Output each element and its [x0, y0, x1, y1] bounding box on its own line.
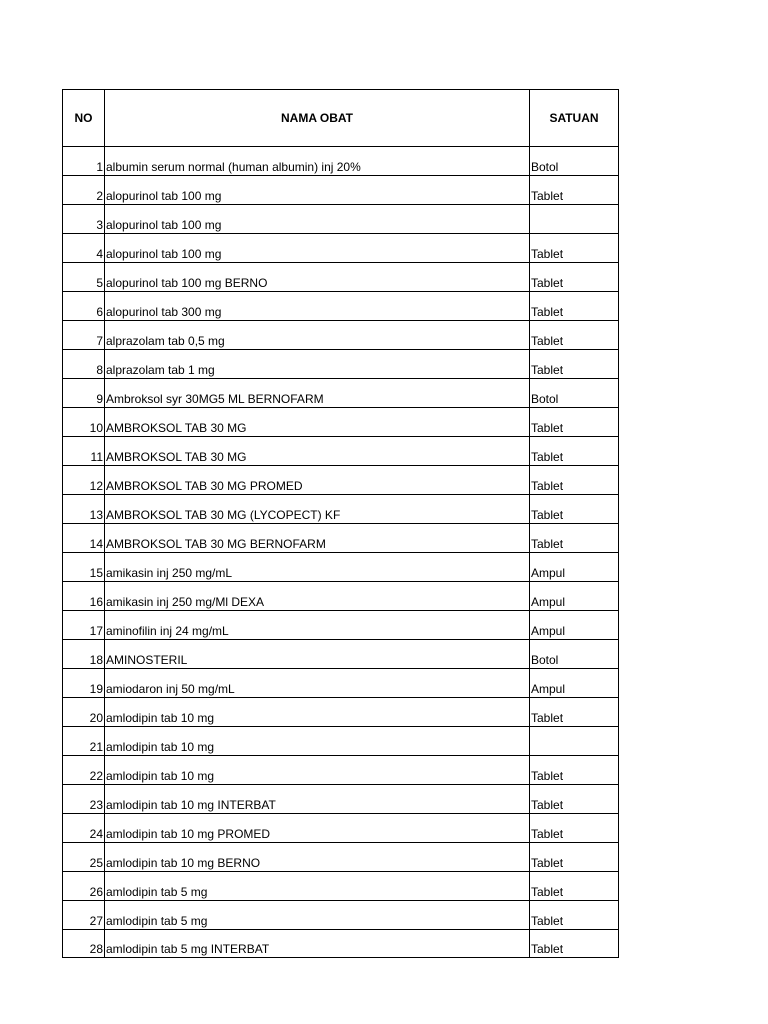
unit-cell: Ampul [530, 582, 619, 611]
table-row [63, 785, 619, 814]
table-row [63, 698, 619, 727]
medicine-name-cell: amlodipin tab 10 mg PROMED [105, 814, 530, 843]
medicine-name-cell: aminofilin inj 24 mg/mL [105, 611, 530, 640]
unit-cell: Tablet [530, 292, 619, 321]
unit-cell: Tablet [530, 437, 619, 466]
row-number-cell: 24 [63, 814, 105, 843]
table-header [63, 90, 619, 147]
medicine-name-cell: alopurinol tab 300 mg [105, 292, 530, 321]
unit-cell: Ampul [530, 611, 619, 640]
unit-cell: Tablet [530, 814, 619, 843]
table-row [63, 843, 619, 872]
row-number-cell: 23 [63, 785, 105, 814]
unit-cell: Tablet [530, 176, 619, 205]
row-number-cell: 25 [63, 843, 105, 872]
table-body [63, 147, 619, 958]
row-number-cell: 6 [63, 292, 105, 321]
unit-cell: Tablet [530, 930, 619, 958]
row-number-cell: 15 [63, 553, 105, 582]
unit-cell: Tablet [530, 698, 619, 727]
table-row [63, 176, 619, 205]
medicine-name-cell: amiodaron inj 50 mg/mL [105, 669, 530, 698]
medicine-name-cell: AMBROKSOL TAB 30 MG BERNOFARM [105, 524, 530, 553]
row-number-cell: 22 [63, 756, 105, 785]
unit-cell: Botol [530, 147, 619, 176]
table-row [63, 147, 619, 176]
unit-cell: Tablet [530, 785, 619, 814]
unit-cell: Tablet [530, 495, 619, 524]
medicine-name-cell: amlodipin tab 5 mg [105, 901, 530, 930]
row-number-cell: 7 [63, 321, 105, 350]
row-number-cell: 18 [63, 640, 105, 669]
column-header-unit: SATUAN [530, 90, 619, 147]
column-header-name: NAMA OBAT [105, 90, 530, 147]
table-row [63, 321, 619, 350]
row-number-cell: 11 [63, 437, 105, 466]
row-number-cell: 8 [63, 350, 105, 379]
row-number-cell: 13 [63, 495, 105, 524]
row-number-cell: 3 [63, 205, 105, 234]
row-number-cell: 2 [63, 176, 105, 205]
medicine-table [62, 89, 619, 958]
table-row [63, 611, 619, 640]
medicine-name-cell: amlodipin tab 10 mg BERNO [105, 843, 530, 872]
table-row [63, 669, 619, 698]
row-number-cell: 14 [63, 524, 105, 553]
medicine-name-cell: alprazolam tab 1 mg [105, 350, 530, 379]
medicine-name-cell: alopurinol tab 100 mg [105, 234, 530, 263]
row-number-cell: 4 [63, 234, 105, 263]
table-row [63, 814, 619, 843]
row-number-cell: 19 [63, 669, 105, 698]
unit-cell: Tablet [530, 843, 619, 872]
medicine-name-cell: amikasin inj 250 mg/mL [105, 553, 530, 582]
unit-cell: Tablet [530, 466, 619, 495]
table-row [63, 640, 619, 669]
medicine-name-cell: Ambroksol syr 30MG5 ML BERNOFARM [105, 379, 530, 408]
medicine-name-cell: albumin serum normal (human albumin) inj 20% [105, 147, 530, 176]
medicine-name-cell: amlodipin tab 10 mg [105, 727, 530, 756]
medicine-name-cell: amlodipin tab 10 mg INTERBAT [105, 785, 530, 814]
row-number-cell: 26 [63, 872, 105, 901]
medicine-name-cell: alopurinol tab 100 mg [105, 176, 530, 205]
table-row [63, 495, 619, 524]
unit-cell: Tablet [530, 901, 619, 930]
unit-cell: Tablet [530, 234, 619, 263]
medicine-name-cell: amlodipin tab 10 mg [105, 698, 530, 727]
row-number-cell: 10 [63, 408, 105, 437]
medicine-name-cell: AMBROKSOL TAB 30 MG (LYCOPECT) KF [105, 495, 530, 524]
unit-cell: Botol [530, 640, 619, 669]
medicine-name-cell: alopurinol tab 100 mg [105, 205, 530, 234]
table-row [63, 437, 619, 466]
medicine-name-cell: amlodipin tab 5 mg INTERBAT [105, 930, 530, 958]
table-row [63, 350, 619, 379]
table-row [63, 263, 619, 292]
table-row [63, 756, 619, 785]
unit-cell: Botol [530, 379, 619, 408]
table-row [63, 205, 619, 234]
unit-cell: Tablet [530, 263, 619, 292]
medicine-name-cell: alprazolam tab 0,5 mg [105, 321, 530, 350]
medicine-name-cell: alopurinol tab 100 mg BERNO [105, 263, 530, 292]
row-number-cell: 17 [63, 611, 105, 640]
table-row [63, 901, 619, 930]
row-number-cell: 5 [63, 263, 105, 292]
medicine-name-cell: amlodipin tab 10 mg [105, 756, 530, 785]
header-row [63, 90, 619, 147]
medicine-name-cell: AMBROKSOL TAB 30 MG [105, 408, 530, 437]
medicine-name-cell: amlodipin tab 5 mg [105, 872, 530, 901]
row-number-cell: 12 [63, 466, 105, 495]
table-row [63, 930, 619, 958]
table-row [63, 524, 619, 553]
table-row [63, 466, 619, 495]
unit-cell [530, 727, 619, 756]
table-row [63, 727, 619, 756]
medicine-list-sheet [62, 89, 619, 958]
unit-cell: Ampul [530, 553, 619, 582]
table-row [63, 582, 619, 611]
table-row [63, 408, 619, 437]
table-row [63, 553, 619, 582]
medicine-name-cell: amikasin inj 250 mg/Ml DEXA [105, 582, 530, 611]
row-number-cell: 27 [63, 901, 105, 930]
medicine-name-cell: AMBROKSOL TAB 30 MG PROMED [105, 466, 530, 495]
table-row [63, 234, 619, 263]
unit-cell: Tablet [530, 350, 619, 379]
medicine-name-cell: AMINOSTERIL [105, 640, 530, 669]
unit-cell: Tablet [530, 408, 619, 437]
unit-cell: Tablet [530, 872, 619, 901]
row-number-cell: 20 [63, 698, 105, 727]
row-number-cell: 16 [63, 582, 105, 611]
medicine-name-cell: AMBROKSOL TAB 30 MG [105, 437, 530, 466]
table-row [63, 872, 619, 901]
unit-cell [530, 205, 619, 234]
unit-cell: Tablet [530, 756, 619, 785]
table-row [63, 379, 619, 408]
row-number-cell: 9 [63, 379, 105, 408]
unit-cell: Ampul [530, 669, 619, 698]
unit-cell: Tablet [530, 524, 619, 553]
unit-cell: Tablet [530, 321, 619, 350]
column-header-no: NO [63, 90, 105, 147]
row-number-cell: 21 [63, 727, 105, 756]
table-row [63, 292, 619, 321]
row-number-cell: 1 [63, 147, 105, 176]
row-number-cell: 28 [63, 930, 105, 958]
